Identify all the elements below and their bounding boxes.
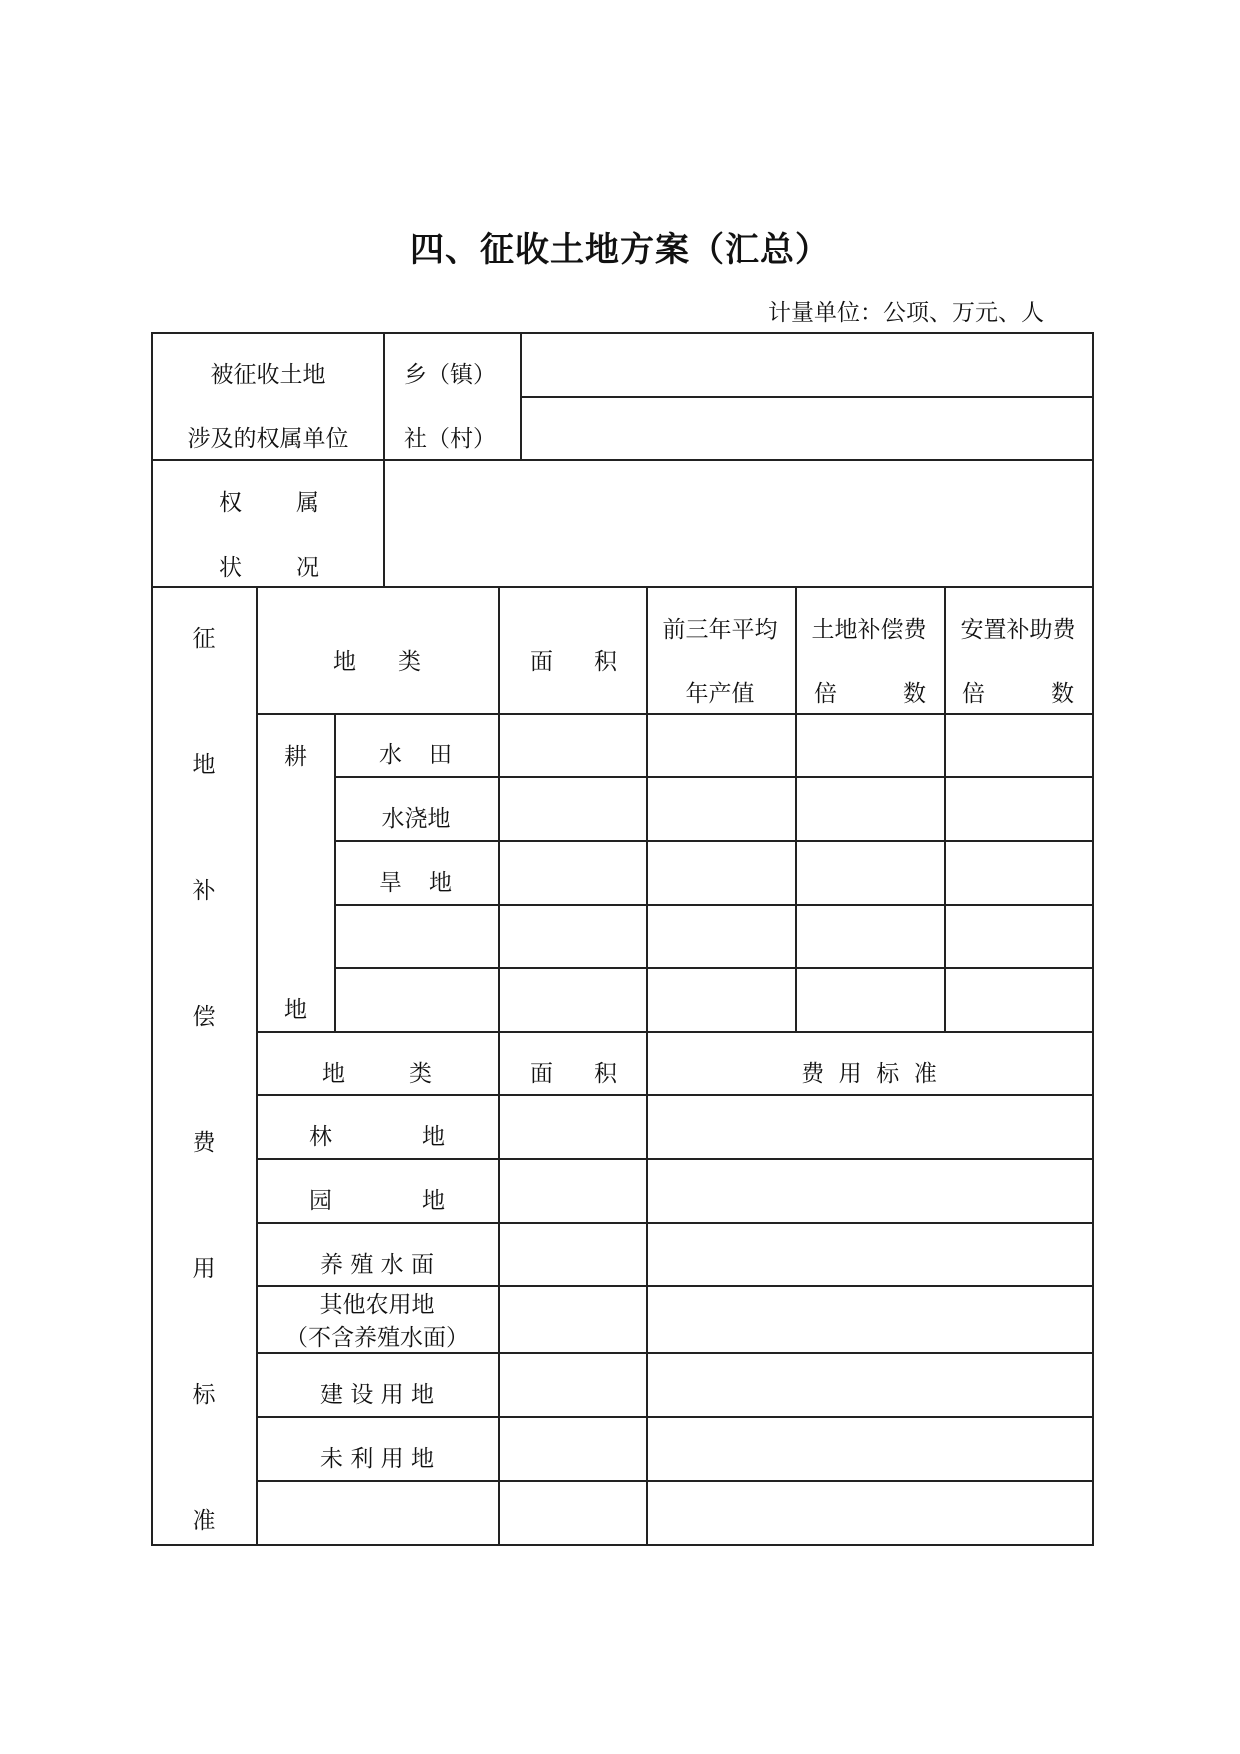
side-label-char: 准: [192, 1508, 216, 1534]
header-fee-standard: 费 用 标 准: [801, 1061, 937, 1087]
table-line: [256, 586, 258, 1544]
owner-label-line2: 涉及的权属单位: [187, 426, 349, 452]
table-line: [256, 1094, 1092, 1096]
header-avg-output: 年产值: [685, 681, 755, 707]
header-land-comp: 数: [903, 681, 926, 707]
other-land-row-name: 园: [309, 1188, 332, 1214]
other-land-row-name: 养 殖 水 面: [320, 1252, 434, 1278]
side-label-char: 偿: [192, 1004, 216, 1030]
table-line: [795, 586, 797, 1031]
header-area: 积: [594, 649, 617, 675]
other-land-row-name: 建 设 用 地: [320, 1382, 434, 1408]
arable-group-label: 地: [284, 997, 307, 1023]
side-label-char: 地: [192, 752, 216, 778]
header-resettlement: 数: [1051, 681, 1074, 707]
table-line: [334, 713, 336, 1031]
status-label-char: 属: [296, 490, 319, 516]
table-line: [334, 967, 1092, 969]
other-land-row-name: 地: [422, 1188, 445, 1214]
header-land-comp: 倍: [814, 681, 837, 707]
arable-row-name: 旱: [379, 870, 402, 896]
other-land-row-name: 其他农用地: [319, 1292, 435, 1318]
other-land-row-name: 地: [422, 1124, 445, 1150]
other-land-row-name: 林: [309, 1124, 332, 1150]
status-label-char: 权: [219, 490, 242, 516]
unit-note: 计量单位：公项、万元、人: [768, 300, 1044, 326]
table-border-top: [151, 332, 1094, 334]
page-title: 四、征收土地方案（汇总）: [410, 230, 830, 270]
side-label-char: 标: [192, 1382, 216, 1408]
table-line: [256, 1222, 1092, 1224]
table-line: [256, 1416, 1092, 1418]
header-resettlement: 安置补助费: [960, 617, 1076, 643]
header-land-type: 类: [398, 649, 421, 675]
status-label-char: 状: [219, 555, 242, 581]
table-line: [256, 1285, 1092, 1287]
table-line: [334, 904, 1092, 906]
arable-group-label: 耕: [284, 744, 307, 770]
header-land-type: 类: [409, 1061, 432, 1087]
table-line: [256, 713, 1092, 715]
township-field[interactable]: [530, 364, 1080, 390]
village-field[interactable]: [530, 428, 1080, 454]
table-line: [944, 586, 946, 1031]
header-resettlement: 倍: [962, 681, 985, 707]
table-border-bottom: [151, 1544, 1094, 1546]
side-label-char: 费: [192, 1130, 216, 1156]
side-label-char: 征: [192, 626, 216, 652]
header-avg-output: 前三年平均: [662, 617, 778, 643]
arable-row-name: 水: [379, 742, 402, 768]
table-border-right: [1092, 332, 1094, 1546]
table-line: [334, 776, 1092, 778]
table-line: [151, 586, 1092, 588]
header-land-type: 地: [333, 649, 356, 675]
header-area: 面: [530, 649, 553, 675]
table-line: [256, 1352, 1092, 1354]
table-line: [256, 1158, 1092, 1160]
arable-row-name: 地: [429, 870, 452, 896]
owner-label-line1: 被征收土地: [210, 362, 326, 388]
table-line: [334, 840, 1092, 842]
township-label: 乡（镇）: [404, 362, 496, 388]
table-line: [520, 396, 1092, 398]
arable-row-name: 田: [429, 742, 452, 768]
side-label-char: 用: [192, 1256, 216, 1282]
table-line: [498, 586, 500, 1544]
table-border-left: [151, 332, 153, 1546]
other-land-row-name: 未 利 用 地: [320, 1446, 434, 1472]
side-label-char: 补: [192, 878, 216, 904]
status-label-char: 况: [296, 555, 319, 581]
header-area: 积: [594, 1061, 617, 1087]
arable-row-name: 水浇地: [381, 806, 451, 832]
header-land-type: 地: [322, 1061, 345, 1087]
table-line: [151, 459, 1092, 461]
table-line: [256, 1480, 1092, 1482]
table-line: [646, 586, 648, 1544]
table-line: [256, 1031, 1092, 1033]
other-land-row-subname: （不含养殖水面）: [285, 1325, 469, 1351]
header-area: 面: [530, 1061, 553, 1087]
village-label: 社（村）: [404, 426, 496, 452]
header-land-comp: 土地补偿费: [811, 617, 927, 643]
status-field[interactable]: [395, 500, 1075, 560]
